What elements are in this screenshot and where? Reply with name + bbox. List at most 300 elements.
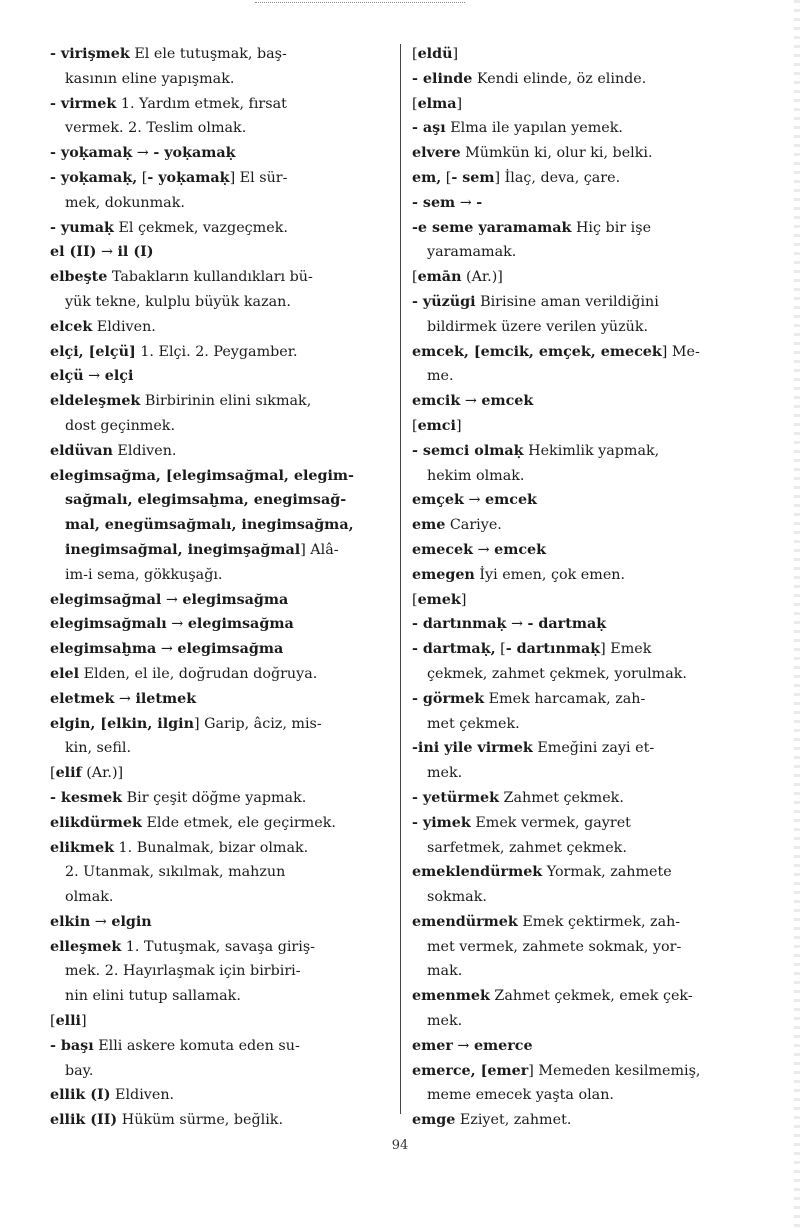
definition-text: ] Me- <box>661 343 700 360</box>
entry-line <box>412 959 762 984</box>
definition-text: Eziyet, zahmet. <box>455 1112 572 1129</box>
headword: emendürmek <box>412 913 518 930</box>
headword: emci <box>417 417 456 434</box>
dictionary-entry <box>50 216 395 241</box>
dictionary-entry <box>50 464 395 588</box>
entry-line <box>50 612 395 637</box>
headword: - yoḳamaḳ <box>147 169 230 186</box>
definition-text: olmak. <box>65 889 114 906</box>
headword: emge <box>412 1112 456 1129</box>
definition-text: [ <box>137 169 148 186</box>
definition-text: 1. Bunalmak, bizar olmak. <box>114 839 309 856</box>
entry-line <box>50 116 395 141</box>
headword: emcek <box>481 393 534 410</box>
definition-text: → <box>83 368 105 385</box>
entry-line <box>412 836 762 861</box>
headword: elegimsaḫma <box>50 641 157 658</box>
headword: emcek <box>494 541 547 558</box>
definition-text: Yormak, zahmete <box>542 864 672 881</box>
entry-line <box>50 662 395 687</box>
definition-text: sarfetmek, zahmet çekmek. <box>427 839 627 856</box>
dictionary-entry <box>50 612 395 637</box>
headword: elli <box>55 1013 81 1030</box>
definition-text: (Ar.)] <box>81 765 124 782</box>
definition-text: bay. <box>65 1062 94 1079</box>
entry-line <box>412 488 762 513</box>
entry-line <box>412 637 762 662</box>
entry-line <box>412 1009 762 1034</box>
left-column <box>50 42 395 1133</box>
definition-text: El çekmek, vazgeçmek. <box>113 219 288 236</box>
headword: eldüvan <box>50 442 113 459</box>
entry-line <box>412 315 762 340</box>
entry-line <box>50 836 395 861</box>
entry-line <box>412 166 762 191</box>
headword: - yüzügi <box>412 293 476 310</box>
dictionary-entry <box>412 860 762 910</box>
definition-text: mek. <box>427 1013 463 1030</box>
dictionary-entry <box>50 340 395 365</box>
entry-line <box>50 42 395 67</box>
definition-text: İyi emen, çok emen. <box>474 566 626 583</box>
definition-text: dost geçinmek. <box>65 417 176 434</box>
entry-line <box>50 414 395 439</box>
entry-line <box>50 1108 395 1133</box>
entry-line <box>412 736 762 761</box>
entry-line <box>50 860 395 885</box>
headword: inegimsağmal, inegimşağmal <box>65 541 301 558</box>
definition-text: → <box>463 492 486 509</box>
entry-line <box>412 389 762 414</box>
headword: emecek <box>412 541 474 558</box>
headword: - aşı <box>412 120 446 137</box>
headword: ellik (II) <box>50 1112 118 1129</box>
entry-line <box>50 712 395 737</box>
entry-line <box>50 290 395 315</box>
dictionary-entry <box>412 290 762 340</box>
headword: el (II) <box>50 244 97 261</box>
dictionary-entry <box>412 910 762 984</box>
dictionary-entry <box>412 191 762 216</box>
entry-line <box>412 240 762 265</box>
headword: eldü <box>417 46 453 62</box>
entry-line <box>50 67 395 92</box>
entry-line <box>50 1009 395 1034</box>
entry-line <box>50 315 395 340</box>
entry-line <box>50 265 395 290</box>
definition-text: → <box>90 913 112 930</box>
headword: sağmalı, elegimsaḫma, enegimsağ- <box>65 492 347 509</box>
definition-text: Birbirinin elini sıkmak, <box>140 393 312 410</box>
headword: - dartmaḳ, <box>412 641 496 658</box>
definition-text: ] Emek <box>600 641 652 658</box>
dictionary-entry <box>412 92 762 117</box>
definition-text: 1. Yardım etmek, fırsat <box>116 95 287 112</box>
headword: elgin, [elkin, ilgin <box>50 715 194 732</box>
dictionary-entry <box>412 116 762 141</box>
entry-line <box>50 885 395 910</box>
headword: em, <box>412 169 442 186</box>
definition-text: meme emecek yaşta olan. <box>427 1087 614 1104</box>
definition-text: Elli askere komuta eden su- <box>93 1037 300 1054</box>
headword: - virmek <box>50 95 117 112</box>
headword: - semci olmaḳ <box>412 442 524 459</box>
headword: eldeleşmek <box>50 393 141 410</box>
entry-line <box>50 910 395 935</box>
headword: elçü <box>50 368 84 385</box>
definition-text: → <box>455 194 477 211</box>
entry-line <box>412 513 762 538</box>
dictionary-entry <box>412 439 762 489</box>
definition-text: (Ar.)] <box>461 269 503 286</box>
dictionary-entry <box>50 240 395 265</box>
dictionary-entry <box>412 637 762 687</box>
entry-line <box>50 439 395 464</box>
entry-line <box>412 290 762 315</box>
headword: elegimsağmal <box>50 591 162 608</box>
entry-line <box>412 464 762 489</box>
definition-text: kasının eline yapışmak. <box>65 70 235 87</box>
headword: emān <box>417 269 462 286</box>
definition-text: Elden, el ile, doğrudan doğruya. <box>79 665 318 682</box>
headword: iletmek <box>135 690 197 707</box>
headword: emerce, [emer <box>412 1062 529 1079</box>
headword: ellik (I) <box>50 1087 111 1104</box>
entry-line <box>412 662 762 687</box>
entry-line <box>412 910 762 935</box>
dictionary-entry <box>412 67 762 92</box>
dictionary-entry <box>50 786 395 811</box>
headword: - başı <box>50 1037 94 1054</box>
entry-line <box>412 414 762 439</box>
definition-text: Eldiven. <box>110 1087 175 1104</box>
entry-line <box>50 687 395 712</box>
dictionary-entry <box>412 216 762 266</box>
dictionary-entry <box>412 811 762 861</box>
entry-line <box>412 216 762 241</box>
definition-text: [ <box>412 46 418 62</box>
definition-text: sokmak. <box>427 889 487 906</box>
dictionary-entry <box>50 637 395 662</box>
dictionary-entry <box>412 984 762 1034</box>
definition-text: [ <box>495 641 506 658</box>
definition-text: → <box>473 541 495 558</box>
entry-line <box>50 364 395 389</box>
dictionary-entry <box>412 265 762 290</box>
definition-text: Elma ile yapılan yemek. <box>445 120 623 137</box>
headword: il (I) <box>117 244 154 261</box>
dictionary-entry <box>50 588 395 613</box>
headword: - virişmek <box>50 46 130 62</box>
headword: emçek <box>412 492 464 509</box>
definition-text: ] <box>455 417 462 434</box>
headword: elçi, [elçü] <box>50 343 136 360</box>
entry-line <box>50 811 395 836</box>
entry-line <box>50 1059 395 1084</box>
headword: - yimek <box>412 814 471 831</box>
headword: - elinde <box>412 70 473 87</box>
entry-line <box>412 1083 762 1108</box>
headword: - dartmaḳ <box>527 616 607 633</box>
dictionary-entry <box>412 488 762 513</box>
dictionary-entry <box>50 166 395 216</box>
dictionary-entry <box>412 612 762 637</box>
entry-line <box>50 588 395 613</box>
entry-line <box>50 166 395 191</box>
definition-text: → <box>166 616 188 633</box>
dictionary-entry <box>412 1034 762 1059</box>
headword: elgin <box>111 913 152 930</box>
definition-text: bildirmek üzere verilen yüzük. <box>427 318 649 335</box>
dictionary-entry <box>412 389 762 414</box>
definition-text: mek, dokunmak. <box>65 194 185 211</box>
definition-text: ] İlaç, deva, çare. <box>494 169 621 186</box>
headword: - sem <box>412 194 456 211</box>
right-column <box>412 42 762 1133</box>
headword: emcik <box>412 393 461 410</box>
entry-line <box>50 389 395 414</box>
entry-line <box>50 538 395 563</box>
entry-line <box>412 712 762 737</box>
entry-line <box>412 1108 762 1133</box>
dictionary-entry <box>50 662 395 687</box>
headword: - yetürmek <box>412 789 499 806</box>
entry-line <box>412 116 762 141</box>
entry-line <box>50 984 395 1009</box>
headword: elkin <box>50 913 91 930</box>
definition-text: → <box>132 145 154 162</box>
headword: elel <box>50 665 80 682</box>
definition-text: Hüküm sürme, beğlik. <box>117 1112 283 1129</box>
column-divider <box>400 44 401 1114</box>
headword: elma <box>417 95 457 112</box>
dictionary-entry <box>50 935 395 1009</box>
dictionary-entry <box>412 340 762 390</box>
definition-text: El ele tutuşmak, baş- <box>129 46 287 62</box>
entry-line <box>50 488 395 513</box>
definition-text: ] <box>452 46 459 62</box>
dictionary-entry <box>412 166 762 191</box>
headword: elçi <box>104 368 134 385</box>
definition-text: [ <box>50 1013 56 1030</box>
definition-text: yaramamak. <box>427 244 517 261</box>
headword: -ini yile virmek <box>412 740 533 757</box>
definition-text: ] El sür- <box>229 169 288 186</box>
entry-line <box>412 265 762 290</box>
definition-text: → <box>156 641 178 658</box>
entry-line <box>50 191 395 216</box>
definition-text: Hekimlik yapmak, <box>523 442 660 459</box>
definition-text: 1. Tutuşmak, savaşa giriş- <box>121 938 315 955</box>
headword: emcek <box>485 492 537 509</box>
headword: - yoḳamaḳ <box>50 145 133 162</box>
dictionary-entry <box>50 315 395 340</box>
definition-text: Emek vermek, gayret <box>470 814 631 831</box>
headword: - görmek <box>412 690 485 707</box>
headword: elegimsağma, [elegimsağmal, elegim- <box>50 467 354 484</box>
entry-line <box>50 637 395 662</box>
headword: elcek <box>50 318 93 335</box>
headword: elbeşte <box>50 269 108 286</box>
definition-text: mek. 2. Hayırlaşmak için birbiri- <box>65 963 301 980</box>
definition-text: ] <box>460 591 467 608</box>
headword: - dartınmaḳ <box>412 616 507 633</box>
dictionary-entry <box>412 538 762 563</box>
entry-line <box>50 786 395 811</box>
page-number: 94 <box>391 1138 409 1153</box>
headword: -e seme yaramamak <box>412 219 572 236</box>
definition-text: ] Alâ- <box>300 541 339 558</box>
dictionary-entry <box>412 1108 762 1133</box>
dictionary-entry <box>50 811 395 836</box>
definition-text: me. <box>427 368 454 385</box>
entry-line <box>412 1034 762 1059</box>
definition-text: [ <box>412 95 418 112</box>
definition-text: Bir çeşit döğme yapmak. <box>122 789 307 806</box>
definition-text: mek. <box>427 765 463 782</box>
dictionary-entry <box>50 712 395 762</box>
entry-line <box>412 538 762 563</box>
headword: elvere <box>412 145 461 162</box>
dictionary-entry <box>50 1083 395 1108</box>
headword: - sem <box>451 169 495 186</box>
headword: - <box>476 194 483 211</box>
definition-text: [ <box>50 765 56 782</box>
entry-line <box>412 860 762 885</box>
definition-text: Kendi elinde, öz elinde. <box>472 70 647 87</box>
entry-line <box>50 1083 395 1108</box>
definition-text: [ <box>412 591 418 608</box>
entry-line <box>50 563 395 588</box>
headword: emenmek <box>412 988 490 1005</box>
entry-line <box>50 761 395 786</box>
entry-line <box>412 191 762 216</box>
definition-text: Emek harcamak, zah- <box>484 690 646 707</box>
headword: elegimsağma <box>177 641 284 658</box>
scan-edge <box>794 0 800 1229</box>
definition-text: Eldiven. <box>112 442 177 459</box>
entry-line <box>50 340 395 365</box>
definition-text: → <box>506 616 528 633</box>
dictionary-entry <box>50 1108 395 1133</box>
headword: - yoḳamaḳ <box>153 145 236 162</box>
entry-line <box>50 935 395 960</box>
entry-line <box>50 464 395 489</box>
definition-text: [ <box>412 269 418 286</box>
headword: elegimsağmalı <box>50 616 167 633</box>
dictionary-entry <box>50 92 395 142</box>
dictionary-entry <box>50 1034 395 1084</box>
definition-text: ] <box>456 95 463 112</box>
entry-line <box>50 513 395 538</box>
dictionary-entry <box>412 588 762 613</box>
headword: emerce <box>473 1037 533 1054</box>
entry-line <box>412 141 762 166</box>
definition-text: Emek çektirmek, zah- <box>517 913 681 930</box>
entry-line <box>412 984 762 1009</box>
dictionary-entry <box>412 736 762 786</box>
entry-line <box>412 687 762 712</box>
headword: eme <box>412 517 446 534</box>
definition-text: → <box>114 690 136 707</box>
headword: elif <box>55 765 82 782</box>
dictionary-entry <box>50 1009 395 1034</box>
entry-line <box>50 736 395 761</box>
dictionary-entry <box>50 364 395 389</box>
definition-text: 1. Elçi. 2. Peygamber. <box>135 343 298 360</box>
definition-text: Hiç bir işe <box>571 219 652 236</box>
dictionary-entry <box>412 414 762 439</box>
definition-text: hekim olmak. <box>427 467 525 484</box>
entry-line <box>50 959 395 984</box>
entry-line <box>412 42 762 67</box>
headword: - yumaḳ <box>50 219 114 236</box>
entry-line <box>412 588 762 613</box>
definition-text: ] Memeden kesilmemiş, <box>528 1062 701 1079</box>
dictionary-entry <box>50 265 395 315</box>
definition-text: Zahmet çekmek, emek çek- <box>489 988 693 1005</box>
entry-line <box>412 885 762 910</box>
headword: elikmek <box>50 839 114 856</box>
entry-line <box>412 563 762 588</box>
entry-line <box>412 364 762 389</box>
headword: - kesmek <box>50 789 123 806</box>
headword: emcek, [emcik, emçek, emecek <box>412 343 662 360</box>
dictionary-entry <box>50 687 395 712</box>
headword: - yoḳamaḳ, <box>50 169 138 186</box>
dictionary-entry <box>412 513 762 538</box>
dictionary-entry <box>412 786 762 811</box>
dictionary-entry <box>50 439 395 464</box>
headword: mal, enegümsağmalı, inegimsağma, <box>65 517 354 534</box>
entry-line <box>50 216 395 241</box>
entry-line <box>50 1034 395 1059</box>
headword: elikdürmek <box>50 814 142 831</box>
headword: elleşmek <box>50 938 122 955</box>
dictionary-entry <box>50 389 395 439</box>
dictionary-entry <box>50 910 395 935</box>
definition-text: ] <box>80 1013 87 1030</box>
headword: emek <box>417 591 461 608</box>
definition-text: [ <box>412 417 418 434</box>
dictionary-entry <box>50 836 395 910</box>
definition-text: kin, sefil. <box>65 740 131 757</box>
headword: elegimsağma <box>187 616 294 633</box>
definition-text: → <box>452 1037 474 1054</box>
definition-text: ] Garip, âciz, mis- <box>193 715 322 732</box>
entry-line <box>50 92 395 117</box>
definition-text: → <box>161 591 183 608</box>
headword: emer <box>412 1037 453 1054</box>
entry-line <box>412 1059 762 1084</box>
definition-text: Emeğini zayi et- <box>532 740 655 757</box>
entry-line <box>50 141 395 166</box>
dictionary-entry <box>412 42 762 67</box>
definition-text: [ <box>441 169 452 186</box>
headword: emeklendürmek <box>412 864 543 881</box>
entry-line <box>412 935 762 960</box>
dictionary-entry <box>412 141 762 166</box>
definition-text: 2. Utanmak, sıkılmak, mahzun <box>65 864 286 881</box>
entry-line <box>412 439 762 464</box>
entry-line <box>412 340 762 365</box>
definition-text: → <box>96 244 118 261</box>
headword: elegimsağma <box>182 591 289 608</box>
entry-line <box>50 240 395 265</box>
definition-text: mak. <box>427 963 463 980</box>
entry-line <box>412 67 762 92</box>
definition-text: Birisine aman verildiğini <box>475 293 659 310</box>
